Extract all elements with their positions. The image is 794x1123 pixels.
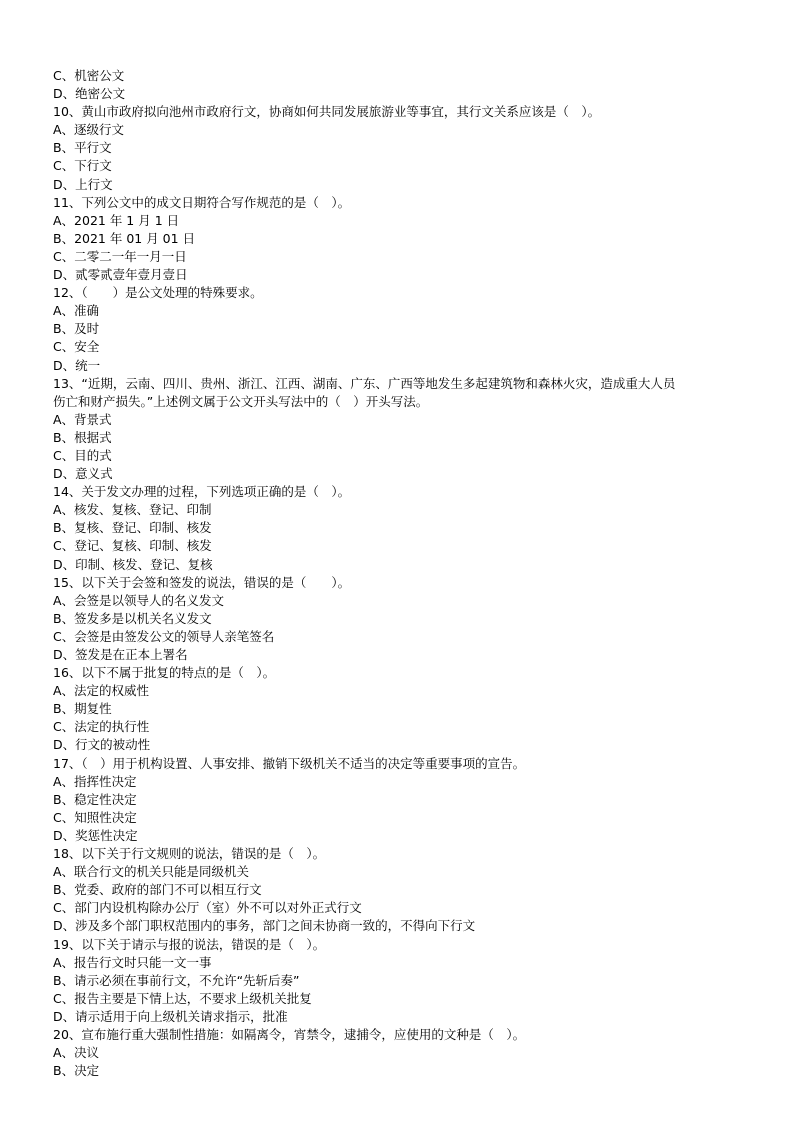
option-d: D、意义式 [53, 466, 113, 482]
option-c: C、部门内设机构除办公厅（室）外不可以对外正式行文 [53, 900, 362, 916]
option-b: B、及时 [53, 321, 100, 337]
question-12: 12、（ ）是公文处理的特殊要求。 [53, 285, 263, 301]
question-19: 19、以下关于请示与报的说法，错误的是（ ）。 [53, 936, 326, 952]
option-b: B、复核、登记、印制、核发 [53, 520, 212, 536]
question-10: 10、黄山市政府拟向池州市政府行文，协商如何共同发展旅游业等事宜，其行文关系应该是（ ）。 [53, 104, 601, 120]
option-c: C、会签是由签发公文的领导人亲笔签名 [53, 628, 275, 644]
option-a: A、联合行文的机关只能是同级机关 [53, 864, 250, 880]
option-d: D、统一 [53, 357, 101, 373]
option-c: C、知照性决定 [53, 809, 137, 825]
option-c: C、法定的执行性 [53, 719, 150, 735]
option-b: B、决定 [53, 1063, 100, 1079]
option-c: C、目的式 [53, 447, 112, 463]
text-line: D、绝密公文 [53, 86, 126, 102]
option-b: B、期复性 [53, 701, 112, 717]
question-20: 20、宣布施行重大强制性措施：如隔离令，宵禁令，逮捕令，应使用的文种是（ ）。 [53, 1026, 526, 1042]
option-c: C、安全 [53, 339, 100, 355]
option-d: D、上行文 [53, 176, 113, 192]
question-16: 16、以下不属于批复的特点的是（ ）。 [53, 665, 276, 681]
option-b: B、请示必须在事前行文，不允许“先斩后奏” [53, 972, 300, 988]
question-18: 18、以下关于行文规则的说法，错误的是（ ）。 [53, 846, 326, 862]
text-line: C、机密公文 [53, 68, 125, 83]
question-17: 17、（ ）用于机构设置、人事安排、撤销下级机关不适当的决定等重要事项的宣告。 [53, 755, 526, 771]
option-d: D、签发是在正本上署名 [53, 647, 188, 662]
option-c: C、登记、复核、印制、核发 [53, 538, 212, 554]
option-d: D、奖惩性决定 [53, 827, 138, 843]
option-c: C、下行文 [53, 158, 112, 174]
option-a: A、会签是以领导人的名义发文 [53, 592, 225, 608]
option-b: B、稳定性决定 [53, 791, 137, 807]
option-d: D、贰零贰壹年壹月壹日 [53, 267, 188, 283]
option-d: D、印制、核发、登记、复核 [53, 556, 213, 572]
option-a: A、准确 [53, 303, 100, 319]
document-page [53, 67, 753, 1080]
question-13: 13、“近期，云南、四川、贵州、浙江、江西、湖南、广东、广西等地发生多起建筑物和森林火灾，造成重大人员 [53, 375, 676, 391]
question-11: 11、下列公文中的成文日期符合写作规范的是（ ）。 [53, 194, 351, 210]
option-b: B、根据式 [53, 429, 112, 445]
option-a: A、2021 年 1 月 1 日 [53, 212, 180, 228]
option-d: D、请示适用于向上级机关请求指示，批准 [53, 1008, 288, 1024]
option-d: D、涉及多个部门职权范围内的事务，部门之间未协商一致的，不得向下行文 [53, 918, 476, 934]
option-a: A、背景式 [53, 411, 112, 427]
option-b: B、党委、政府的部门不可以相互行文 [53, 882, 262, 898]
option-a: A、决议 [53, 1045, 100, 1061]
option-a: A、逐级行文 [53, 122, 125, 138]
option-b: B、签发多是以机关名义发文 [53, 610, 212, 626]
option-d: D、行文的被动性 [53, 737, 151, 753]
question-13-continued: 伤亡和财产损失。”上述例文属于公文开头写法中的（ ）开头写法。 [53, 393, 429, 409]
question-14: 14、关于发文办理的过程，下列选项正确的是（ ）。 [53, 484, 351, 500]
option-a: A、报告行文时只能一文一事 [53, 954, 212, 970]
question-15: 15、以下关于会签和签发的说法，错误的是（ ）。 [53, 574, 351, 590]
option-c: C、二零二一年一月一日 [53, 248, 187, 264]
option-a: A、法定的权威性 [53, 683, 150, 699]
option-b: B、2021 年 01 月 01 日 [53, 230, 196, 246]
option-c: C、报告主要是下情上达，不要求上级机关批复 [53, 990, 312, 1006]
option-a: A、核发、复核、登记、印制 [53, 502, 212, 518]
option-a: A、指挥性决定 [53, 773, 137, 789]
option-b: B、平行文 [53, 140, 112, 156]
